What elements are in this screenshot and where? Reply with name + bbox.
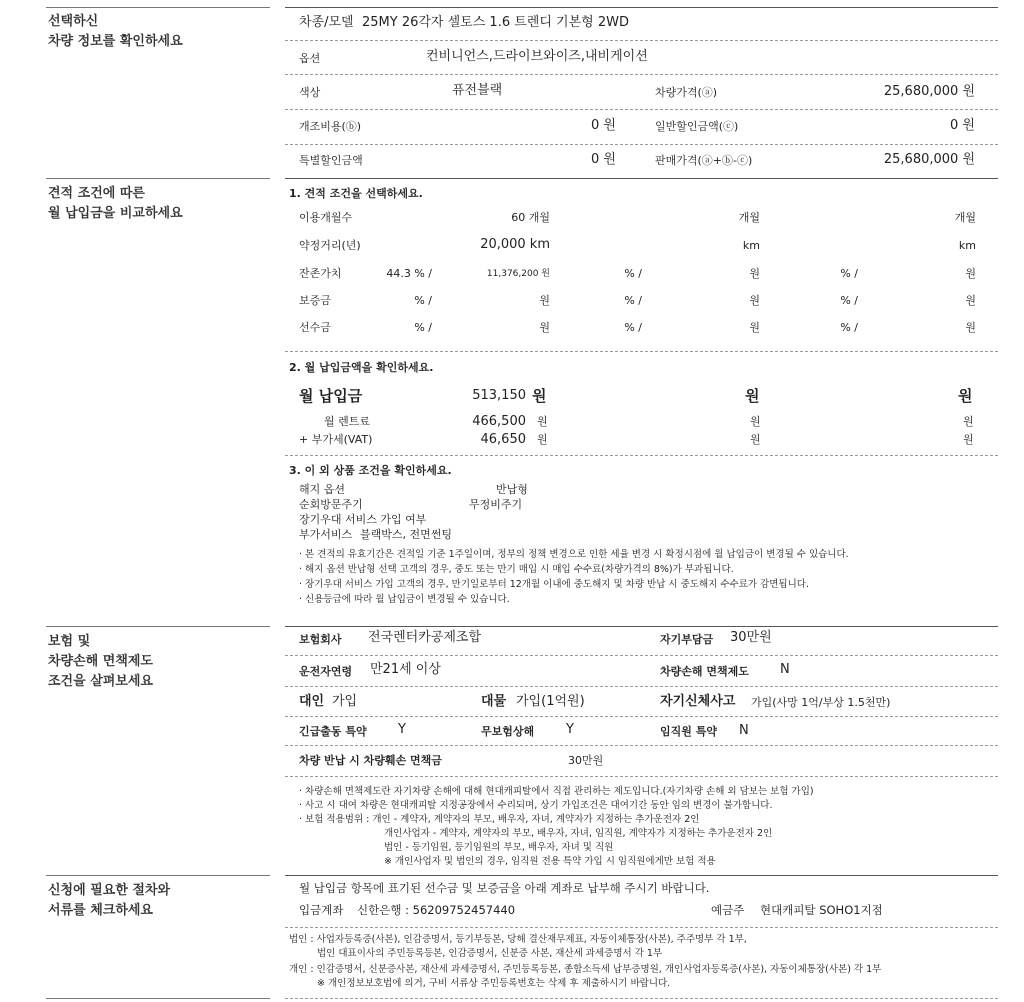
- model-value: 25MY 26각자 셀토스 1.6 트렌디 기본형 2WD: [362, 15, 629, 30]
- special-discount-value: 0 원: [591, 152, 616, 167]
- selfpay-label: 자기부담금: [660, 633, 714, 646]
- row-divider: [285, 686, 998, 687]
- bodily-injury-label: 대인: [299, 694, 325, 709]
- return-waiver-value: 30만원: [568, 754, 604, 767]
- car-price-label: 차량가격(ⓐ): [655, 86, 718, 99]
- deposit-amt-1: 원: [539, 294, 550, 307]
- visit-cycle-value: 무정비주기: [469, 498, 523, 511]
- monthly-unit-1: 원: [532, 387, 547, 405]
- damage-waiver-label: 차량손해 면책제도: [660, 665, 749, 678]
- distance-label: 약정거리(년): [299, 239, 361, 252]
- insurance-note: 법인 - 등기임원, 등기임원의 부모, 배우자, 자녀 및 직원: [384, 842, 614, 853]
- row-divider: [285, 927, 998, 928]
- holder-label: 예금주: [711, 903, 745, 917]
- document-item: 개인 : 인감증명서, 신분증사본, 재산세 과세증명서, 주민등록등본, 종합소득세 납부증명원, 개인사업자등록증(사본), 자동이체통장(사본) 각 1부: [289, 964, 882, 975]
- row-divider: [285, 109, 998, 110]
- return-waiver-label: 차량 반납 시 차량훼손 면책금: [299, 754, 442, 767]
- deposit-pct-2: % /: [624, 294, 642, 307]
- insurer-value: 전국렌터카공제조합: [368, 630, 482, 645]
- section-divider: [46, 998, 270, 999]
- insurance-note: · 보험 적용범위 : 개인 - 계약자, 계약자의 부모, 배우자, 자녀, 계약자가 지정하는 추가운전자 2인: [299, 814, 700, 825]
- quote-note: · 해지 옵션 반납형 선택 고객의 경우, 중도 또는 만기 매입 시 매입 수수료(차량가격의 8%)가 부과됩니다.: [299, 564, 734, 575]
- general-discount-value: 0 원: [950, 118, 975, 133]
- row-divider: [285, 745, 998, 746]
- vat-value-1: 46,650: [480, 432, 526, 447]
- emergency-value: Y: [398, 722, 406, 737]
- prepay-amt-3: 원: [965, 321, 976, 334]
- uninsured-value: Y: [566, 722, 574, 737]
- longterm-service-label: 장기우대 서비스 가입 여부: [299, 513, 427, 526]
- insurance-note: · 차량손해 면책제도란 자기차량 손해에 대해 현대캐피탈에서 직접 관리하는 제도입니다.(자기차량 손해 외 담보는 보험 가입): [299, 786, 814, 797]
- property-damage-label: 대물: [481, 694, 507, 709]
- rent-value-1: 466,500: [472, 414, 526, 429]
- document-item: 법인 대표이사의 주민등록등본, 인감증명서, 신분증 사본, 재산세 과세증명서 각 1부: [317, 948, 663, 959]
- model-label: 차종/모델: [299, 15, 354, 30]
- insurance-note: 개인사업자 - 계약자, 계약자의 부모, 배우자, 자녀, 임직원, 계약자가 지정하는 추가운전자 2인: [384, 828, 773, 839]
- general-discount-label: 일반할인금액(ⓒ): [655, 120, 739, 133]
- employee-rider-value: N: [739, 723, 749, 738]
- prepay-label: 선수금: [299, 321, 331, 334]
- uninsured-label: 무보험상해: [481, 725, 535, 738]
- prepay-pct-3: % /: [840, 321, 858, 334]
- row-divider: [285, 7, 998, 8]
- rent-unit-3: 원: [963, 415, 974, 428]
- section-divider: [46, 7, 270, 8]
- row-divider: [285, 40, 998, 41]
- document-item: ※ 개인정보보호법에 의거, 구비 서류상 주민등록번호는 삭제 후 제출하시기 바랍니다.: [317, 978, 671, 989]
- sale-price-value: 25,680,000 원: [883, 152, 975, 167]
- prepay-pct-1: % /: [414, 321, 432, 334]
- payment-note: 월 납입금 항목에 표기된 선수금 및 보증금을 아래 계좌로 납부해 주시기 바랍니다.: [299, 881, 710, 895]
- section-divider: [46, 178, 270, 179]
- monthly-unit-3: 원: [958, 387, 973, 405]
- section-divider: [46, 626, 270, 627]
- color-value: 퓨전블랙: [452, 83, 503, 98]
- residual-amt-1: 11,376,200 원: [486, 269, 550, 279]
- residual-pct-2: % /: [624, 267, 642, 280]
- prepay-pct-2: % /: [624, 321, 642, 334]
- residual-pct-1: 44.3 % /: [386, 267, 432, 280]
- term-option-label: 해지 옵션: [299, 483, 346, 496]
- period-value-3: 개월: [954, 211, 976, 224]
- row-divider: [285, 655, 998, 656]
- deposit-pct-1: % /: [414, 294, 432, 307]
- term-option-value: 반납형: [496, 483, 528, 496]
- residual-pct-3: % /: [840, 267, 858, 280]
- period-value-2: 개월: [738, 211, 760, 224]
- vat-unit-3: 원: [963, 433, 974, 446]
- self-body-value: 가입(사망 1억/부상 1.5천만): [751, 696, 891, 709]
- row-divider: [285, 144, 998, 145]
- deposit-label: 보증금: [299, 294, 331, 307]
- distance-value-2: km: [742, 239, 760, 252]
- special-discount-label: 특별할인금액: [299, 154, 363, 167]
- distance-value-1: 20,000 km: [480, 237, 550, 252]
- prepay-amt-2: 원: [749, 321, 760, 334]
- deposit-pct-3: % /: [840, 294, 858, 307]
- rent-unit-1: 원: [537, 415, 548, 428]
- insurance-note: · 사고 시 대여 차량은 현대캐피탈 지정공장에서 수리되며, 상기 가입조건은 대여기간 동안 임의 변경이 불가합니다.: [299, 800, 773, 811]
- period-label: 이용개월수: [299, 211, 353, 224]
- visit-cycle-label: 순회방문주기: [299, 498, 363, 511]
- option-value: 컨비니언스,드라이브와이즈,내비게이션: [426, 49, 648, 64]
- color-label: 색상: [299, 86, 321, 99]
- monthly-value-1: 513,150: [472, 388, 526, 403]
- sale-price-label: 판매가격(ⓐ+ⓑ-ⓒ): [655, 154, 753, 167]
- row-divider: [285, 178, 998, 179]
- self-body-label: 자기신체사고: [660, 694, 736, 709]
- mod-cost-value: 0 원: [591, 118, 616, 133]
- bodily-injury-value: 가입: [332, 694, 358, 709]
- row-divider: [285, 875, 998, 876]
- distance-value-3: km: [958, 239, 976, 252]
- residual-label: 잔존가치: [299, 267, 342, 280]
- monthly-label: 월 납입금: [299, 387, 363, 405]
- damage-waiver-value: N: [780, 662, 790, 677]
- employee-rider-label: 임직원 특약: [660, 725, 717, 738]
- section-title-vehicle: 선택하신 차량 정보를 확인하세요: [48, 14, 183, 49]
- row-divider: [285, 455, 998, 456]
- quote-note: · 본 견적의 유효기간은 견적일 기준 1주일이며, 정부의 정책 변경으로 인한 세율 변경 시 확정시점에 월 납입금이 변경될 수 있습니다.: [299, 549, 849, 560]
- vat-label: + 부가세(VAT): [299, 433, 373, 446]
- residual-amt-3: 원: [965, 267, 976, 280]
- residual-amt-2: 원: [749, 267, 760, 280]
- vat-unit-1: 원: [537, 433, 548, 446]
- holder-value: 현대캐피탈 SOHO1지점: [760, 903, 883, 917]
- account-value: 신한은행 : 56209752457440: [357, 903, 516, 917]
- car-price-value: 25,680,000 원: [883, 84, 975, 99]
- insurer-label: 보험회사: [299, 633, 342, 646]
- step1-heading: 1. 견적 조건을 선택하세요.: [289, 187, 423, 200]
- rent-unit-2: 원: [750, 415, 761, 428]
- row-divider: [285, 626, 998, 627]
- extra-service-value: 블랙박스, 전면썬팅: [360, 528, 453, 541]
- property-damage-value: 가입(1억원): [516, 694, 585, 709]
- row-divider: [285, 74, 998, 75]
- deposit-amt-2: 원: [749, 294, 760, 307]
- quote-note: · 장기우대 서비스 가입 고객의 경우, 만기일로부터 12개월 이내에 중도해지 및 차량 반납 시 중도해지 수수료가 감면됩니다.: [299, 579, 809, 590]
- section-title-quote: 견적 조건에 따른 월 납입금을 비교하세요: [48, 186, 183, 221]
- section-title-documents: 신청에 필요한 절차와 서류를 체크하세요: [48, 883, 171, 918]
- account-label: 입금계좌: [299, 903, 344, 917]
- row-divider: [285, 776, 998, 777]
- row-divider: [285, 351, 998, 352]
- section-divider: [46, 875, 270, 876]
- section-title-insurance: 보험 및 차량손해 면책제도 조건을 살펴보세요: [48, 634, 153, 689]
- emergency-label: 긴급출동 특약: [299, 725, 367, 738]
- deposit-amt-3: 원: [965, 294, 976, 307]
- step2-heading: 2. 월 납입금액을 확인하세요.: [289, 361, 434, 374]
- option-label: 옵션: [299, 52, 321, 65]
- prepay-amt-1: 원: [539, 321, 550, 334]
- driver-age-value: 만21세 이상: [370, 662, 441, 677]
- vat-unit-2: 원: [750, 433, 761, 446]
- driver-age-label: 운전자연령: [299, 665, 353, 678]
- extra-service-label: 부가서비스: [299, 528, 353, 541]
- rent-label: 월 렌트료: [324, 415, 371, 428]
- step3-heading: 3. 이 외 상품 조건을 확인하세요.: [289, 464, 452, 477]
- mod-cost-label: 개조비용(ⓑ): [299, 120, 362, 133]
- quote-note: · 신용등급에 따라 월 납입금이 변경될 수 있습니다.: [299, 594, 510, 605]
- row-divider: [285, 998, 998, 999]
- document-item: 법인 : 사업자등록증(사본), 인감증명서, 등기부등본, 당해 결산재무제표, 자동이체통장(사본), 주주명부 각 1부,: [289, 934, 747, 945]
- row-divider: [285, 716, 998, 717]
- monthly-unit-2: 원: [745, 387, 760, 405]
- selfpay-value: 30만원: [730, 630, 772, 645]
- insurance-note: ※ 개인사업자 및 법인의 경우, 임직원 전용 특약 가입 시 임직원에게만 보험 적용: [384, 856, 716, 867]
- period-value-1: 60 개월: [511, 211, 550, 224]
